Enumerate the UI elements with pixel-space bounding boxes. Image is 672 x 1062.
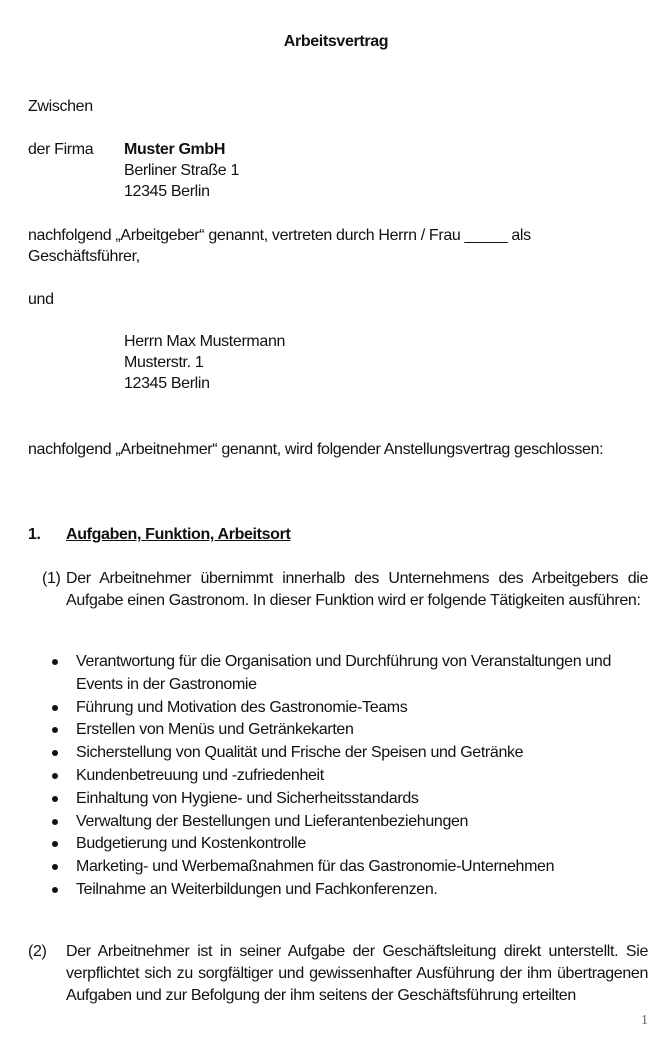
employer-note-line1: nachfolgend „Arbeitgeber“ genannt, vertreten durch Herrn / Frau _____ als [28,227,531,244]
task-bullet-item [50,719,650,742]
task-bullet-item [50,811,650,834]
task-bullet-item [50,742,650,765]
task-bullet-item [50,879,650,902]
page-number: 1 [641,1013,648,1028]
paragraph-1-text: Der Arbeitnehmer übernimmt innerhalb des Unternehmens des Arbeitgebers die Aufgabe einen Gastronom. In dieser Funktion wird er folgende Tätigkeiten ausführen: [66,570,648,609]
paragraph-2-text: Der Arbeitnehmer ist in seiner Aufgabe der Geschäftsleitung direkt unterstellt. Sie verpflichtet sich zu sorgfältiger und gewissenhafter Ausführung der ihm übertragenen Aufgaben und zur Befolgung der ihm seitens der Geschäftsführung erteilten [66,943,648,1004]
task-bullet-text: Marketing- und Werbemaßnahmen für das Gastronomie-Unternehmen [76,858,555,876]
employee-note: nachfolgend „Arbeitnehmer“ genannt, wird folgender Anstellungsvertrag geschlossen: [28,441,604,458]
task-bullet-text: Budgetierung und Kostenkontrolle [76,835,306,853]
between-label: Zwischen [28,98,93,115]
employee-name: Herrn Max Mustermann [124,333,286,350]
bullet-dot-icon [52,773,58,779]
bullet-dot-icon [52,727,58,733]
bullet-dot-icon [52,705,58,711]
paragraph-1-number: (1) [42,570,61,587]
task-bullet-item [50,697,650,720]
employer-street: Berliner Straße 1 [124,162,239,179]
section-title: Aufgaben, Funktion, Arbeitsort [66,526,291,543]
bullet-dot-icon [52,819,58,825]
task-bullet-text: Kundenbetreuung und -zufriedenheit [76,766,324,784]
employer-note-line2: Geschäftsführer, [28,248,140,265]
bullet-dot-icon [52,864,58,870]
task-bullet-list [50,651,650,902]
task-bullet-item [50,765,650,788]
and-label: und [28,291,54,308]
employer-prefix: der Firma [28,141,94,158]
bullet-dot-icon [52,659,58,665]
bullet-dot-icon [52,841,58,847]
bullet-dot-icon [52,750,58,756]
task-bullet-item [50,651,650,697]
task-bullet-text: Teilnahme an Weiterbildungen und Fachkonferenzen. [76,880,438,898]
bullet-dot-icon [52,796,58,802]
employer-city: 12345 Berlin [124,183,210,200]
employee-city: 12345 Berlin [124,375,210,392]
task-bullet-item [50,833,650,856]
document-title: Arbeitsvertrag [283,33,389,50]
task-bullet-text: Verwaltung der Bestellungen und Lieferantenbeziehungen [76,812,469,830]
employee-street: Musterstr. 1 [124,354,204,371]
task-bullet-text: Führung und Motivation des Gastronomie-Teams [76,698,408,716]
task-bullet-text: Erstellen von Menüs und Getränkekarten [76,721,354,739]
task-bullet-text: Einhaltung von Hygiene- und Sicherheitsstandards [76,789,419,807]
paragraph-2-number: (2) [28,943,47,960]
task-bullet-item [50,856,650,879]
bullet-dot-icon [52,887,58,893]
task-bullet-text: Sicherstellung von Qualität und Frische der Speisen und Getränke [76,744,524,762]
task-bullet-text: Verantwortung für die Organisation und Durchführung von Veranstaltungen und Events in der Gastronomie [76,653,612,693]
task-bullet-item [50,788,650,811]
employer-name: Muster GmbH [124,141,226,158]
section-number: 1. [28,526,41,543]
